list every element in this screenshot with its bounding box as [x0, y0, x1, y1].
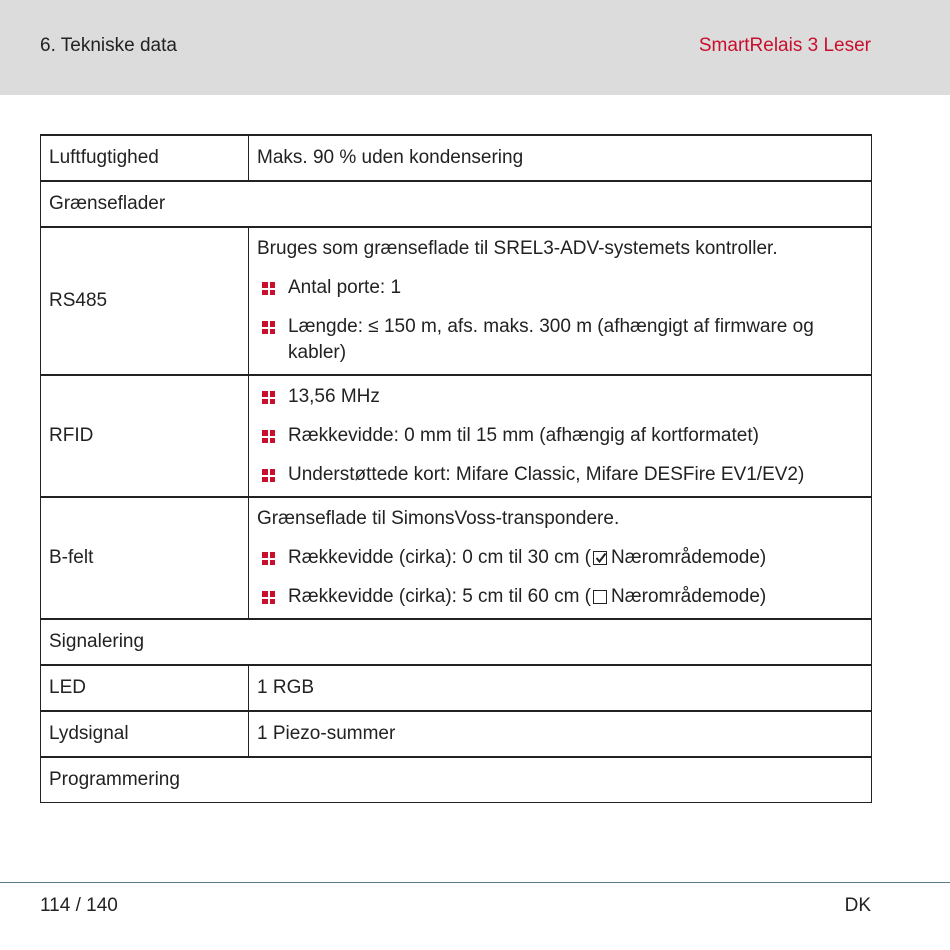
- list-item-text: Længde: ≤ 150 m, afs. maks. 300 m (afhængigt af firmware og kabler): [288, 316, 814, 363]
- list-item: [257, 545, 863, 571]
- table-row: [41, 711, 872, 757]
- section-title: 6. Tekniske data: [40, 35, 177, 56]
- page-header: [0, 0, 950, 95]
- row-label: Lydsignal: [41, 711, 249, 757]
- section-heading: Signalering: [41, 619, 872, 665]
- row-value: 1 RGB: [249, 665, 872, 711]
- list-item: [257, 462, 863, 488]
- list-item: [257, 275, 863, 301]
- unchecked-checkbox-icon: [593, 590, 607, 604]
- cell-intro: Bruges som grænseflade til SREL3-ADV-systemets kontroller.: [257, 238, 778, 259]
- row-label: RFID: [41, 375, 249, 497]
- list-item: [257, 423, 863, 449]
- bullet-list: [257, 384, 863, 488]
- list-item-text: Nærområdemode): [611, 586, 767, 607]
- product-title: SmartRelais 3 Leser: [698, 35, 871, 56]
- list-item-text: Antal porte: 1: [288, 277, 402, 298]
- row-value: [249, 497, 872, 619]
- bullet-icon: [262, 591, 275, 604]
- row-label: RS485: [41, 227, 249, 375]
- table-row: [41, 665, 872, 711]
- row-label: Luftfugtighed: [41, 135, 249, 181]
- table-row: [41, 227, 872, 375]
- bullet-icon: [262, 430, 275, 443]
- list-item-text: 13,56 MHz: [288, 386, 380, 407]
- list-item-text: Nærområdemode): [611, 547, 767, 568]
- page-number: 114 / 140: [40, 895, 118, 916]
- table-row: [41, 375, 872, 497]
- list-item: [257, 314, 863, 366]
- bullet-icon: [262, 552, 275, 565]
- row-value: [249, 227, 872, 375]
- footer-divider: [0, 882, 950, 883]
- list-item-text: Rækkevidde (cirka): 5 cm til 60 cm (: [288, 586, 592, 607]
- list-item: [257, 384, 863, 410]
- list-item: [257, 584, 863, 610]
- table-row: [41, 497, 872, 619]
- list-item-text: Rækkevidde: 0 mm til 15 mm (afhængig af kortformatet): [288, 425, 759, 446]
- spec-table: [40, 134, 872, 803]
- row-value: [249, 375, 872, 497]
- bullet-icon: [262, 321, 275, 334]
- bullet-icon: [262, 391, 275, 404]
- list-item-text: Understøttede kort: Mifare Classic, Mifare DESFire EV1/EV2): [288, 464, 805, 485]
- section-heading: Programmering: [41, 757, 872, 803]
- cell-intro: Grænseflade til SimonsVoss-transpondere.: [257, 508, 620, 529]
- section-heading: Grænseflader: [41, 181, 872, 227]
- row-value: 1 Piezo-summer: [249, 711, 872, 757]
- bullet-icon: [262, 282, 275, 295]
- language-code: DK: [844, 895, 871, 916]
- bullet-list: [257, 545, 863, 610]
- section-row: [41, 757, 872, 803]
- row-label: B-felt: [41, 497, 249, 619]
- row-label: LED: [41, 665, 249, 711]
- bullet-icon: [262, 469, 275, 482]
- section-row: [41, 619, 872, 665]
- bullet-list: [257, 275, 863, 366]
- row-value: Maks. 90 % uden kondensering: [249, 135, 872, 181]
- checked-checkbox-icon: [593, 551, 607, 565]
- list-item-text: Rækkevidde (cirka): 0 cm til 30 cm (: [288, 547, 592, 568]
- section-row: [41, 181, 872, 227]
- table-row: [41, 135, 872, 181]
